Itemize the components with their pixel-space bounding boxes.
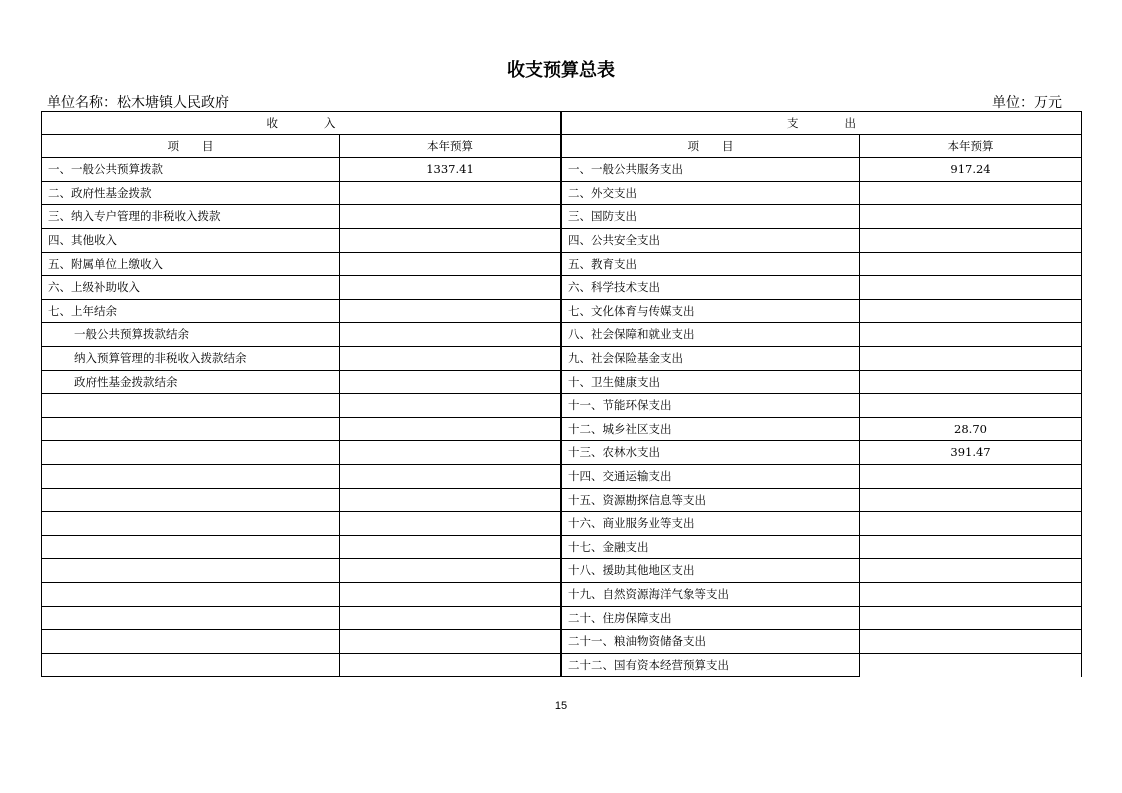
expense-item-cell: 十三、农林水支出	[561, 441, 860, 465]
expense-item-cell: 六、科学技术支出	[561, 276, 860, 300]
income-item-cell: 五、附属单位上缴收入	[41, 253, 340, 277]
income-header: 收 入	[41, 111, 561, 135]
income-value-cell	[340, 229, 561, 253]
expense-item-cell: 一、一般公共服务支出	[561, 158, 860, 182]
income-item-cell: 一般公共预算拨款结余	[41, 323, 340, 347]
expense-value-cell	[860, 630, 1082, 654]
income-item-cell	[41, 489, 340, 513]
expense-item-cell: 二十二、国有资本经营预算支出	[561, 654, 860, 678]
income-value-cell	[340, 394, 561, 418]
income-item-cell	[41, 559, 340, 583]
expense-value-cell	[860, 323, 1082, 347]
expense-value-cell	[860, 489, 1082, 513]
income-value-cell	[340, 323, 561, 347]
expense-item-header: 项 目	[561, 135, 860, 159]
expense-item-cell: 十五、资源勘探信息等支出	[561, 489, 860, 513]
expense-item-cell: 十九、自然资源海洋气象等支出	[561, 583, 860, 607]
income-item-cell	[41, 394, 340, 418]
expense-item-cell: 十七、金融支出	[561, 536, 860, 560]
expense-value-cell	[860, 654, 1082, 678]
expense-item-cell: 十六、商业服务业等支出	[561, 512, 860, 536]
expense-value-cell	[860, 276, 1082, 300]
income-value-cell	[340, 630, 561, 654]
expense-item-cell: 七、文化体育与传媒支出	[561, 300, 860, 324]
expense-item-cell: 十二、城乡社区支出	[561, 418, 860, 442]
expense-value-cell	[860, 182, 1082, 206]
expense-item-cell: 四、公共安全支出	[561, 229, 860, 253]
income-item-cell	[41, 512, 340, 536]
income-item-cell: 七、上年结余	[41, 300, 340, 324]
income-value-cell	[340, 371, 561, 395]
expense-item-cell: 九、社会保险基金支出	[561, 347, 860, 371]
income-value-cell	[340, 559, 561, 583]
page-title: 收支预算总表	[507, 60, 615, 81]
income-item-cell: 四、其他收入	[41, 229, 340, 253]
income-item-cell	[41, 441, 340, 465]
expense-value-cell	[860, 465, 1082, 489]
expense-item-cell: 十八、援助其他地区支出	[561, 559, 860, 583]
expense-item-cell: 三、国防支出	[561, 205, 860, 229]
income-item-header: 项 目	[41, 135, 340, 159]
expense-item-cell: 二、外交支出	[561, 182, 860, 206]
income-value-cell	[340, 654, 561, 678]
expense-value-cell	[860, 347, 1082, 371]
income-item-cell: 六、上级补助收入	[41, 276, 340, 300]
income-value-cell	[340, 182, 561, 206]
income-item-cell	[41, 630, 340, 654]
income-item-cell: 二、政府性基金拨款	[41, 182, 340, 206]
income-item-cell: 一、一般公共预算拨款	[41, 158, 340, 182]
expense-value-cell	[860, 607, 1082, 631]
expense-item-cell: 二十一、粮油物资储备支出	[561, 630, 860, 654]
expense-value-cell	[860, 559, 1082, 583]
income-value-cell	[340, 300, 561, 324]
expense-value-cell	[860, 536, 1082, 560]
expense-budget-header: 本年预算	[860, 135, 1082, 159]
expense-item-cell: 十四、交通运输支出	[561, 465, 860, 489]
income-value-cell: 1337.41	[340, 158, 561, 182]
expense-value-cell	[860, 205, 1082, 229]
currency-unit-label: 单位：万元	[992, 95, 1062, 111]
expense-header: 支 出	[561, 111, 1082, 135]
income-value-cell	[340, 205, 561, 229]
expense-value-cell	[860, 583, 1082, 607]
income-value-cell	[340, 253, 561, 277]
expense-value-cell	[860, 512, 1082, 536]
income-item-cell	[41, 583, 340, 607]
expense-value-cell: 917.24	[860, 158, 1082, 182]
income-item-cell: 三、纳入专户管理的非税收入拨款	[41, 205, 340, 229]
expense-value-cell: 391.47	[860, 441, 1082, 465]
expense-item-cell: 八、社会保障和就业支出	[561, 323, 860, 347]
expense-value-cell	[860, 300, 1082, 324]
income-item-cell	[41, 654, 340, 678]
expense-item-cell: 十、卫生健康支出	[561, 371, 860, 395]
income-value-cell	[340, 607, 561, 631]
expense-value-cell	[860, 229, 1082, 253]
income-value-cell	[340, 583, 561, 607]
income-value-cell	[340, 276, 561, 300]
income-item-cell	[41, 607, 340, 631]
income-value-cell	[340, 347, 561, 371]
expense-value-cell	[860, 253, 1082, 277]
expense-item-cell: 二十、住房保障支出	[561, 607, 860, 631]
income-item-cell	[41, 536, 340, 560]
expense-value-cell	[860, 394, 1082, 418]
income-value-cell	[340, 489, 561, 513]
income-value-cell	[340, 418, 561, 442]
income-item-cell: 纳入预算管理的非税收入拨款结余	[41, 347, 340, 371]
income-item-cell	[41, 465, 340, 489]
unit-name-label: 单位名称：松木塘镇人民政府	[47, 95, 229, 111]
income-value-cell	[340, 465, 561, 489]
expense-item-cell: 十一、节能环保支出	[561, 394, 860, 418]
income-budget-header: 本年预算	[340, 135, 561, 159]
expense-value-cell	[860, 371, 1082, 395]
expense-item-cell: 五、教育支出	[561, 253, 860, 277]
page-number: 15	[554, 700, 568, 712]
income-value-cell	[340, 536, 561, 560]
income-item-cell: 政府性基金拨款结余	[41, 371, 340, 395]
income-value-cell	[340, 512, 561, 536]
expense-value-cell: 28.70	[860, 418, 1082, 442]
income-value-cell	[340, 441, 561, 465]
income-item-cell	[41, 418, 340, 442]
